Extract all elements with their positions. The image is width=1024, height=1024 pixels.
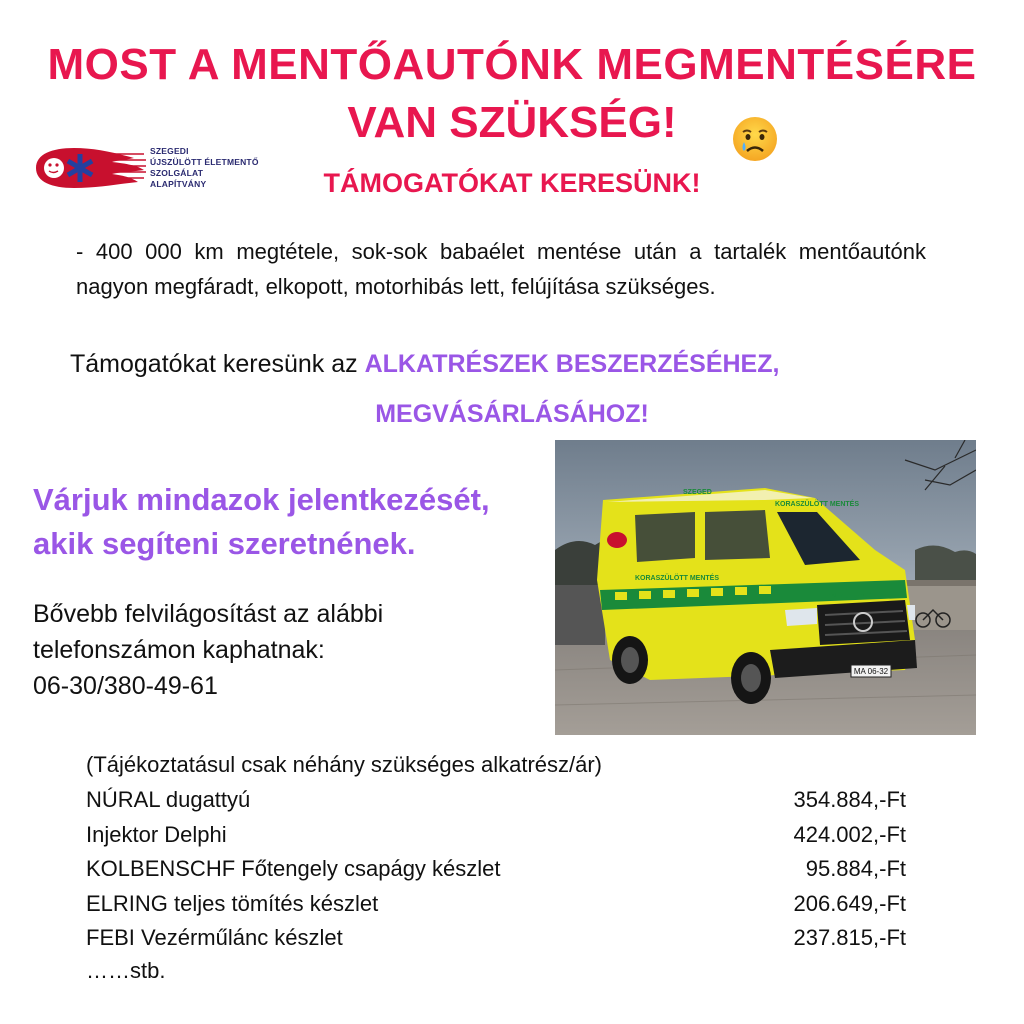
front-text: KORASZÜLÖTT MENTÉS	[775, 501, 859, 508]
list-item	[86, 923, 906, 958]
list-item	[86, 820, 906, 855]
part-price: 237.815,-Ft	[793, 925, 906, 950]
info-line-2: telefonszámon kaphatnak:	[33, 636, 325, 664]
headline-line-1: MOST A MENTŐAUTÓNK MEGMENTÉSÉRE	[47, 40, 977, 89]
plate: MA 06-32	[853, 667, 889, 676]
hood-text: AMBULANCE	[825, 591, 877, 600]
logo-line: ÚJSZÜLÖTT ÉLETMENTŐ	[150, 157, 259, 167]
parts-note: (Tájékoztatásul csak néhány szükséges alkatrész/ár)	[86, 752, 603, 777]
ambulance-photo	[555, 440, 976, 735]
intro-paragraph: - 400 000 km megtétele, sok-sok babaélet mentése után a tartalék mentőautónk nagyon megfáradt, elkopott, motorhibás lett, felújítása szükséges.	[76, 239, 926, 299]
part-price: 95.884,-Ft	[805, 856, 906, 881]
crying-face-icon	[730, 114, 780, 164]
roof-text: SZEGED	[683, 489, 712, 496]
part-name: ELRING teljes tömítés készlet	[86, 890, 379, 916]
logo-line: SZEGEDI	[150, 146, 189, 156]
list-item	[86, 785, 906, 820]
invite-text	[33, 478, 490, 566]
part-price: 354.884,-Ft	[793, 787, 906, 812]
ask-line-2: MEGVÁSÁRLÁSÁHOZ!	[375, 400, 649, 428]
part-name: KOLBENSCHF Főtengely csapágy készlet	[86, 856, 501, 881]
list-item	[86, 889, 906, 924]
headline-subtitle: TÁMOGATÓKAT KERESÜNK!	[323, 168, 701, 198]
part-name: FEBI Vezérműlánc készlet	[86, 925, 343, 950]
contact-info	[33, 596, 383, 704]
side-text: KORASZÜLÖTT MENTÉS	[635, 575, 719, 582]
parts-list	[86, 785, 906, 958]
logo-line: ALAPÍTVÁNY	[150, 179, 207, 189]
list-item	[86, 854, 906, 889]
ask-prefix: Támogatókat keresünk az	[70, 350, 358, 378]
part-price: 206.649,-Ft	[793, 890, 906, 916]
invite-line-1: Várjuk mindazok jelentkezését,	[33, 482, 490, 517]
logo-line: SZOLGÁLAT	[150, 168, 204, 178]
part-name: Injektor Delphi	[86, 821, 227, 847]
invite-line-2: akik segíteni szeretnének.	[33, 526, 416, 561]
part-name: NÚRAL dugattyú	[86, 787, 251, 812]
etc-text: ……stb.	[86, 958, 166, 983]
ask-line-1	[70, 350, 779, 379]
ask-highlight: ALKATRÉSZEK BESZERZÉSÉHEZ,	[364, 350, 780, 378]
part-price: 424.002,-Ft	[793, 821, 906, 847]
foundation-logo-text	[150, 146, 259, 190]
headline-line-2: VAN SZÜKSÉG!	[347, 98, 677, 147]
phone-number: 06-30/380-49-61	[33, 672, 218, 700]
info-line-1: Bővebb felvilágosítást az alábbi	[33, 600, 384, 628]
